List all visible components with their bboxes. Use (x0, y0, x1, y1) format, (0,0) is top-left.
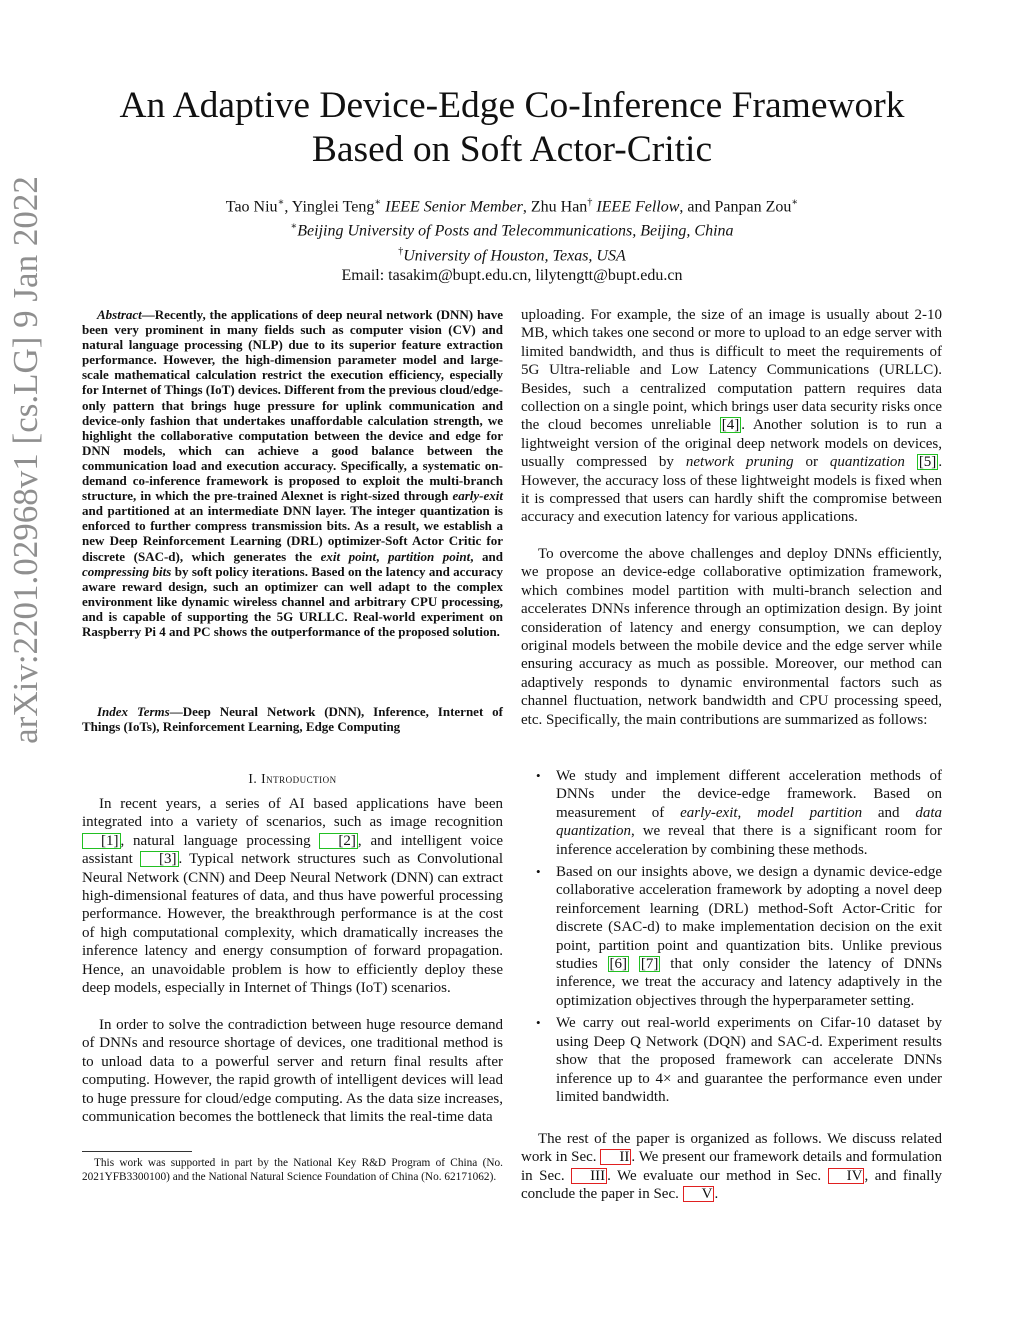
bullet-icon: • (536, 864, 541, 880)
abstract-text: , and (470, 548, 503, 564)
affiliation-mark: † (587, 197, 593, 208)
emphasis: data quantization (556, 804, 943, 840)
bullet-icon: • (536, 768, 541, 783)
citation-link[interactable]: [3] (140, 851, 179, 867)
section-heading-introduction: I. Introduction (248, 771, 337, 786)
abstract-emphasis: exit point (320, 548, 377, 564)
citation-link[interactable]: [5] (918, 454, 937, 471)
list-item (521, 863, 942, 1010)
body-text: , and intelligent voice assistant (82, 832, 503, 868)
affiliation-mark: ∗ (791, 197, 799, 208)
index-terms-text: Deep Neural Network (DNN), Inference, Internet of Things (IoTs), Reinforcement Learning, Edge Computing (82, 704, 504, 735)
body-text: The rest of the paper is organized as follows. We discuss related work in Sec. (521, 1131, 942, 1166)
body-text: , we reveal that there is a significant room for inference acceleration by combining these methods. (556, 823, 942, 858)
email-line: Email: tasakim@bupt.edu.cn, lilytengtt@bupt.edu.cn (341, 266, 683, 284)
right-paragraph-1 (521, 306, 942, 527)
affiliation-mark: ∗ (277, 197, 285, 208)
affiliation-line (60, 242, 964, 266)
author-name: Yinglei Teng (291, 198, 375, 216)
body-text: . Another solution is to run a lightweight version of the original deep network models on devices, usually compressed by (521, 417, 942, 471)
body-text: . (714, 1186, 719, 1203)
abstract-text: and partitioned at an intermediate DNN layer. The integer quantization is enforced to further compress transmission bits. As a result, we establish a new Deep Reinforcement Learning (DRL) optimizer-Soft Actor Critic for discrete (SAC-d), which generates the (82, 503, 503, 564)
citation-link[interactable]: [1] (82, 833, 121, 849)
list-item (521, 767, 942, 859)
author-title: IEEE Senior Member (385, 198, 523, 216)
title-line-1: An Adaptive Device-Edge Co-Inference Framework (119, 85, 905, 126)
author-title: IEEE Fellow (596, 198, 680, 216)
right-paragraph-organization (521, 1130, 942, 1204)
body-text: . We present our framework details and formulation in Sec. (521, 1149, 943, 1184)
affiliation-text: University of Houston, Texas, USA (403, 246, 626, 264)
paper-title (60, 84, 964, 172)
author-line: Tao Niu∗, Yinglei Teng∗ IEEE Senior Member, Zhu Han† IEEE Fellow, and Panpan Zou∗ (225, 197, 799, 216)
conjunction: and (687, 198, 711, 216)
emphasis: early-exit (680, 804, 738, 821)
section-link[interactable]: III (571, 1168, 607, 1184)
abstract-emphasis: partition point (387, 548, 471, 564)
citation-link[interactable]: [7] (640, 956, 659, 973)
body-text: . We evaluate our method in Sec. (607, 1167, 822, 1184)
affiliation-mark: † (398, 245, 404, 257)
right-paragraph-2: To overcome the above challenges and deploy DNNs efficiently, we propose an device-edge collaborative optimization framework, which combines model partition with multi-branch selection and accelerates DNNs inference through an optimization design. By joint consideration of latency and energy consumption, we can deploy original models between the mobile device and the edge server while ensuring accuracy as much as possible. Moreover, our method can adaptively responds to dynamic environmental factors such as channel fluctuation, network bandwidth and CPU processing speed, etc. Specifically, the main contributions are summarized as follows: (521, 546, 942, 728)
body-text: uploading. For example, the size of an image is usually about 2-10 MB, which takes one second or more to upload to an edge server with limited bandwidth, and thus is difficult to meet the requirements of 5G Ultra-reliable and Low Latency Communications (URLLC). Besides, such a centralized computation pattern requires data collection on a single point, which brings user data security risks once the cloud becomes unreliable (521, 307, 942, 434)
title-line-2: Based on Soft Actor-Critic (311, 129, 713, 170)
abstract-text: by soft policy iterations. Based on the latency and accuracy aware reward design, such an optimizer can well adapt to the complex environment like dynamic wireless channel and arbitrary CPU processing, and is capable of supporting the 5G URLLC. Real-world experiment on Raspberry Pi 4 and PC shows the outperformance of the proposed solution. (82, 563, 503, 639)
funding-footnote: This work was supported in part by the National Key R&D Program of China (No. 2021YFB3300100) and the National Natural Science Foundation of China (No. 62171062). (82, 1157, 503, 1183)
section-link[interactable]: II (600, 1149, 631, 1165)
author-name: Zhu Han (530, 198, 588, 216)
section-link[interactable]: V (683, 1186, 715, 1202)
abstract-emphasis: compressing bits (82, 563, 172, 579)
body-text: and (877, 804, 900, 821)
author-block (60, 193, 964, 286)
body-text: , natural language processing (120, 832, 311, 849)
index-terms-label: Index Terms (97, 704, 170, 719)
footnote-divider (82, 1151, 192, 1152)
body-text: . Typical network structures such as Convolutional Neural Network (CNN) and Deep Neural Network (DNN) can extract high-dimensional features of data, and thus have powerful processing performance. However, the breakthrough performance is at the cost of high computational complexity, which dramatically increases the inference latency and energy consumption of forward propagation. Hence, an unavoidable problem is how to efficiently deploy these deep models, especially in Internet of Things (IoT) scenarios. (82, 851, 504, 997)
abstract (82, 307, 503, 639)
abstract-text: Recently, the applications of deep neural network (DNN) have been very prominent in many fields such as computer vision (CV) and natural language processing (NLP) due to its superior feature extraction performance. However, the high-dimension parameter model and large-scale mathematical calculation restrict the execution efficiency, especially for Internet of Things (IoT) devices. Different from the previous cloud/edge-only pattern that brings huge pressure for uplink communication and device-only fashion that undertakes unaffordable calculation strength, we highlight the collaborative computation between the device and edge for DNN models, which can achieve a good balance between the communication load and execution accuracy. Specifically, a systematic on-demand co-inference framework is proposed to exploit the multi-branch structure, in which the pre-trained Alexnet is right-sized through (82, 307, 503, 504)
abstract-text: , (376, 548, 380, 564)
body-text: or (805, 454, 818, 471)
intro-paragraph-2: In order to solve the contradiction between huge resource demand of DNNs and resource shortage of devices, one traditional method is to unload data to a powerful server and return final results after computing. However, the rapid growth of intelligent devices will lead to huge pressure for cloud/edge computing. As the data size increases, communication becomes the bottleneck that limits the real-time data (82, 1017, 503, 1126)
body-text: We study and implement different acceleration methods of DNNs under the device-edge framework. Based on measurement of (556, 768, 942, 821)
affiliation-mark: ∗ (290, 221, 298, 233)
body-text: . However, the accuracy loss of these lightweight models is fixed when it is compressed that users can hardly shift the compromise between accuracy and execution latency for various applications. (521, 454, 943, 526)
section-link[interactable]: IV (828, 1168, 865, 1184)
em-dash: — (141, 307, 155, 322)
affiliation-mark: ∗ (374, 197, 382, 208)
contributions-list (521, 767, 942, 1110)
author-name: Panpan Zou (714, 198, 792, 216)
citation-link[interactable]: [6] (609, 956, 628, 973)
body-text: Based on our insights above, we design a dynamic device-edge collaborative acceleration framework by adopting a novel deep reinforcement learning (DRL) method-Soft Actor-Critic for discrete (SAC-d) to make implementation decision on the exit point, partition point and quantization bits. Unlike previous studies (556, 864, 942, 973)
emphasis: model partition (757, 804, 863, 821)
emphasis: network pruning (685, 454, 794, 471)
body-text: In recent years, a series of AI based applications have been integrated into a variety of scenarios, such as image recognition (82, 796, 503, 831)
author-name: Tao Niu (225, 198, 278, 216)
affiliation-text: Beijing University of Posts and Telecommunications, Beijing, China (297, 222, 734, 240)
intro-paragraph-1 (82, 795, 503, 997)
em-dash: — (169, 704, 183, 719)
arxiv-identifier: arXiv:2201.02968v1 [cs.LG] 9 Jan 2022 (6, 176, 45, 744)
body-text: that only consider the latency of DNNs inference, we treat the accuracy and latency adaptively in the optimization objectives through the hyperparameter setting. (556, 956, 942, 1009)
citation-link[interactable]: [4] (721, 417, 740, 434)
body-text: , (737, 804, 742, 821)
emphasis: quantization (829, 454, 905, 471)
list-item (521, 1014, 942, 1106)
citation-link[interactable]: [2] (319, 833, 358, 849)
abstract-label: Abstract (97, 307, 142, 322)
index-terms (82, 704, 503, 734)
affiliation-line (60, 217, 964, 241)
body-text: We carry out real-world experiments on Cifar-10 dataset by using Deep Q Network (DQN) and SAC-d. Experiment results show that the proposed framework can accelerate DNNs inference up to 4× and guarantee the performance even under limited bandwidth. (556, 1015, 942, 1105)
bullet-icon: • (536, 1015, 541, 1031)
body-text: , and finally conclude the paper in Sec. (521, 1167, 943, 1203)
abstract-emphasis: early-exit (452, 488, 504, 504)
